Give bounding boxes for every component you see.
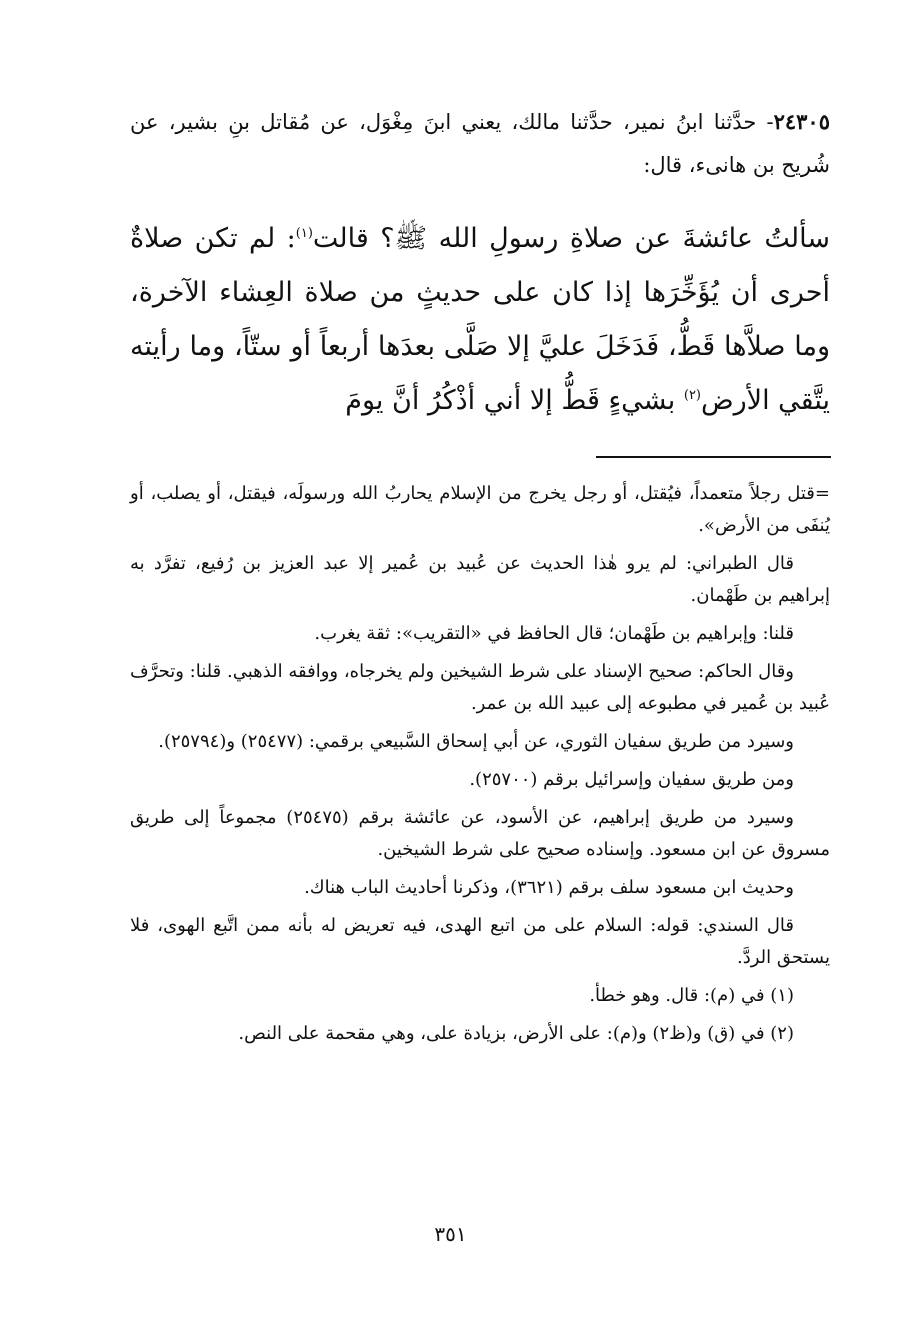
note-paragraph: وقال الحاكم: صحيح الإسناد على شرط الشيخين ولم يخرجاه، ووافقه الذهبي. قلنا: وتحرَّف عُبيد بن عُمير في مطبوعه إلى عبيد الله بن عمر.: [130, 661, 830, 714]
note-paragraph: قال السندي: قوله: السلام على من اتبع الهدى، فيه تعريض له بأنه ممن اتَّبع الهوى، فلا يستحق الردَّ.: [130, 915, 830, 968]
page-number: ٣٥١: [434, 1222, 467, 1246]
footnote-separator: [596, 456, 831, 458]
note-paragraph: ومن طريق سفيان وإسرائيل برقم (٢٥٧٠٠).: [469, 769, 794, 790]
note-paragraph: وسيرد من طريق سفيان الثوري، عن أبي إسحاق السَّبيعي برقمي: (٢٥٤٧٧) و(٢٥٧٩٤).: [158, 731, 794, 752]
note-paragraph: وحديث ابن مسعود سلف برقم (٣٦٢١)، وذكرنا أحاديث الباب هناك.: [304, 877, 794, 898]
footnotes: [130, 478, 830, 1056]
footnote-ref-1: (١): [295, 226, 313, 241]
note-paragraph: وسيرد من طريق إبراهيم، عن الأسود، عن عائشة برقم (٢٥٤٧٥) مجموعاً إلى طريق مسروق عن ابن مسعود. وإسناده صحيح على شرط الشيخين.: [130, 807, 830, 860]
hadith-isnad: [130, 100, 830, 187]
note-paragraph: قال الطبراني: لم يرو هٰذا الحديث عن عُبيد بن عُمير إلا عبد العزيز بن رُفيع، تفرَّد به إبراهيم بن طَهْمان.: [130, 553, 830, 606]
note-paragraph: =قتل رجلاً متعمداً، فيُقتل، أو رجل يخرج من الإسلام يحاربُ الله ورسولَه، فيقتل، أو يصلب، أو يُنفَى من الأرض».: [130, 483, 830, 536]
matn-part-1: سألتُ عائشةَ عن صلاةِ رسولِ الله ﷺ؟ قالت: [312, 223, 830, 254]
matn-part-3: بشيءٍ قَطُّ إلا أني أذْكُرُ أنَّ يومَ: [345, 385, 684, 416]
isnad-text: - حدَّثنا ابنُ نمير، حدَّثنا مالك، يعني ابنَ مِغْوَل، عن مُقاتل بنِ بشير، عن شُريح بن هانىء، قال:: [130, 110, 830, 177]
footnote-ref-2: (٢): [683, 388, 701, 403]
footnote-2: (٢) في (ق) و(ظ٢) و(م): على الأرض، بزيادة على، وهي مقحمة على النص.: [238, 1023, 794, 1044]
matn-part-2: : لم تكن صلاةٌ أحرى أن يُؤَخِّرَها إذا كان على حديثٍ من صلاة العِشاء الآخرة، وما صلاَّها قَطُّ، فَدَخَلَ عليَّ إلا صَلَّى بعدَها أربعاً أو ستّاً، وما رأيته يتَّقي الأرض: [130, 223, 830, 416]
note-paragraph: قلنا: وإبراهيم بن طَهْمان؛ قال الحافظ في «التقريب»: ثقة يغرب.: [314, 623, 794, 644]
hadith-matn: [130, 212, 830, 428]
footnote-1: (١) في (م): قال. وهو خطأ.: [589, 985, 794, 1006]
hadith-number: ٢٤٣٠٥: [773, 109, 830, 134]
